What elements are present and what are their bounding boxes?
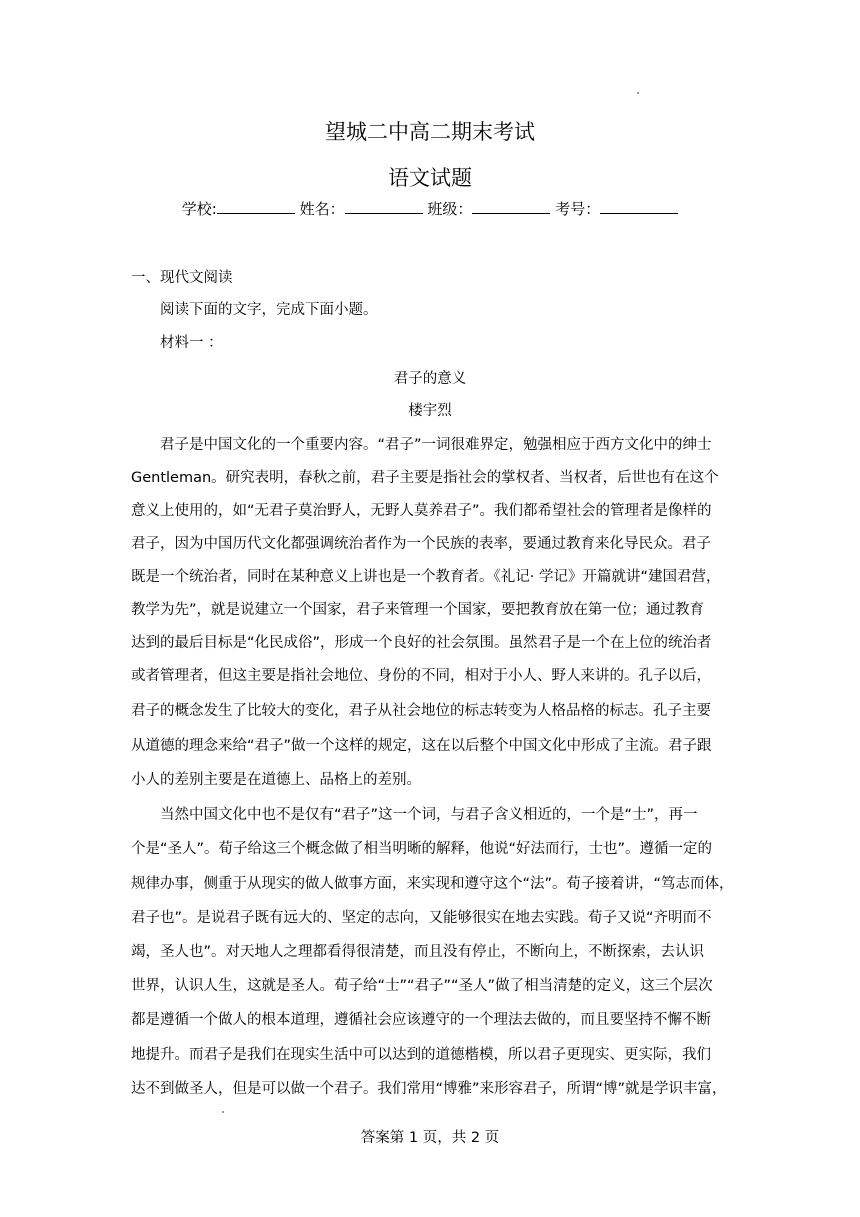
material-label: 材料一 ： <box>160 335 223 351</box>
body-line: 世界，认识人生，这就是圣人。荀子给“士”“君子”“圣人”做了相当清楚的定义，这三个层次 <box>131 978 713 994</box>
school-field[interactable] <box>217 198 295 214</box>
name-field[interactable] <box>345 198 423 214</box>
subject-title: 语文试题 <box>388 166 472 190</box>
body-line: 既是一个统治者，同时在某种意义上讲也是一个教育者。《礼记· 学记》开篇就讲“建国君营， <box>131 569 721 585</box>
body-line: 君子，因为中国历代文化都强调统治者作为一个民族的表率，要通过教育来化导民众。君子 <box>131 536 711 552</box>
body-line: 达不到做圣人，但是可以做一个君子。我们常用“博雅”来形容君子，所谓“博”就是学识丰富， <box>131 1081 727 1097</box>
body-line: 竭，圣人也”。对天地人之理都看得很清楚，而且没有停止，不断向上，不断探索，去认识 <box>131 944 705 960</box>
body-line: 个是“圣人”。荀子给这三个概念做了相当明晰的解释，他说“好法而行，士也”。遵循一定的 <box>131 841 713 857</box>
section-heading: 一、现代文阅读 <box>131 270 233 286</box>
body-line: 地提升。而君子是我们在现实生活中可以达到的道德楷模，所以君子更现实、更实际，我们 <box>131 1047 711 1063</box>
exam-number-field[interactable] <box>600 198 678 214</box>
body-line: 达到的最后目标是“化民成俗”，形成一个良好的社会氛围。虽然君子是一个在上位的统治者 <box>131 635 712 651</box>
body-line: 君子是中国文化的一个重要内容。“君子”一词很难界定，勉强相应于西方文化中的绅士 <box>160 437 712 453</box>
class-label: 班级： <box>427 200 473 218</box>
body-line: 规律办事，侧重于从现实的做人做事方面，来实现和遵守这个“法”。荀子接着讲，“笃志而体， <box>131 876 734 892</box>
body-line: 君子的概念发生了比较大的变化，君子从社会地位的标志转变为人格品格的标志。孔子主要 <box>131 703 711 719</box>
article-title: 君子的意义 <box>393 371 467 387</box>
school-exam-title: 望城二中高二期末考试 <box>325 120 535 144</box>
body-line: 当然中国文化中也不是仅有“君子”这一个词，与君子含义相近的，一个是“士”，再一 <box>160 807 698 823</box>
body-line: 都是遵循一个做人的根本道理，遵循社会应该遵守的一个理法去做的，而且要坚持不懈不断 <box>131 1012 711 1028</box>
body-line: Gentleman。研究表明，春秋之前，君子主要是指社会的掌权者、当权者，后世也有在这个 <box>131 470 719 486</box>
body-line: 从道德的理念来给“君子”做一个这样的规定，这在以后整个中国文化中形成了主流。君子跟 <box>131 738 712 754</box>
school-label: 学校: <box>181 200 217 218</box>
instruction-text: 阅读下面的文字，完成下面小题。 <box>160 302 378 318</box>
body-line: 小人的差别主要是在道德上、品格上的差别。 <box>131 772 421 788</box>
class-field[interactable] <box>472 198 550 214</box>
scan-speck <box>222 1111 224 1113</box>
body-line: 或者管理者，但这主要是指社会地位、身份的不同，相对于小人、野人来讲的。孔子以后， <box>131 668 711 684</box>
article-author: 楼宇烈 <box>408 403 452 419</box>
body-line: 意义上使用的，如“无君子莫治野人，无野人莫养君子”。我们都希望社会的管理者是像样的 <box>131 503 712 519</box>
student-info-row <box>0 198 860 219</box>
page-footer: 答案第 1 页，共 2 页 <box>360 1130 500 1146</box>
body-line: 君子也”。是说君子既有远大的、坚定的志向，又能够很实在地去实践。荀子又说“齐明而不 <box>131 910 712 926</box>
name-label: 姓名： <box>299 200 345 218</box>
scan-speck <box>637 92 639 94</box>
exam-number-label: 考号： <box>555 200 601 218</box>
body-line: 教学为先”，就是说建立一个国家，君子来管理一个国家，要把教育放在第一位；通过教育 <box>131 602 705 618</box>
